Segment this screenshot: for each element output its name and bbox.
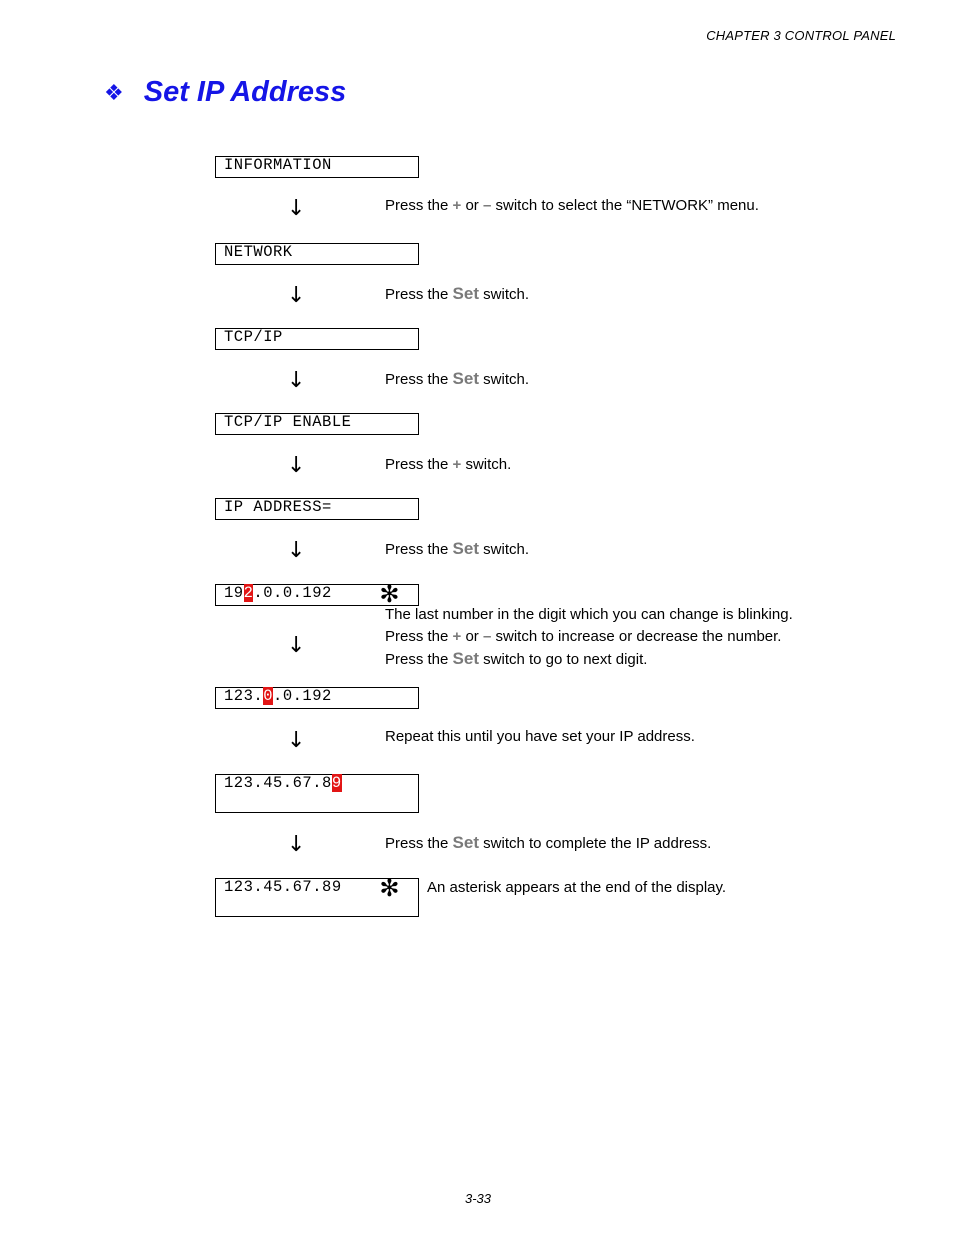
instruction-text: switch. bbox=[461, 456, 512, 473]
instruction-text: Press the bbox=[385, 541, 453, 558]
instruction-text: or bbox=[461, 197, 483, 214]
down-arrow-icon: ↓ bbox=[287, 368, 306, 393]
down-arrow-icon: ↓ bbox=[287, 728, 306, 753]
lcd-display-ip-second-octet bbox=[215, 687, 419, 709]
set-key-label: Set bbox=[452, 833, 479, 852]
down-arrow-icon: ↓ bbox=[287, 633, 306, 658]
plus-key-label: + bbox=[452, 456, 462, 473]
instruction-text: switch to increase or decrease the number. bbox=[491, 628, 782, 645]
instruction-text: Press the bbox=[385, 197, 453, 214]
lcd-display-ip-blinking bbox=[215, 580, 419, 608]
instruction-text: switch to go to next digit. bbox=[479, 651, 648, 668]
instruction-complete-ip bbox=[385, 832, 711, 855]
instruction-repeat: Repeat this until you have set your IP address. bbox=[385, 728, 695, 745]
instruction-edit-digits bbox=[385, 604, 793, 671]
instruction-select-network bbox=[385, 195, 759, 217]
lcd-text: 123. bbox=[224, 687, 264, 705]
lcd-text: .0.192 bbox=[273, 687, 332, 705]
plus-key-label: + bbox=[452, 628, 462, 645]
minus-key-label: – bbox=[482, 197, 492, 214]
set-key-label: Set bbox=[452, 539, 479, 558]
asterisk-icon: ✻ bbox=[379, 874, 400, 902]
lcd-display-tcpip-enable: TCP/IP ENABLE bbox=[215, 413, 419, 435]
plus-key-label: + bbox=[452, 197, 462, 214]
instruction-text: Press the bbox=[385, 286, 453, 303]
lcd-display-ip-last-digit bbox=[215, 774, 419, 813]
instruction-text: Press the bbox=[385, 456, 453, 473]
down-arrow-icon: ↓ bbox=[287, 832, 306, 857]
running-header: CHAPTER 3 CONTROL PANEL bbox=[706, 28, 896, 43]
instruction-text: Press the bbox=[385, 651, 453, 668]
instruction-text: switch. bbox=[479, 371, 530, 388]
page-title bbox=[104, 76, 346, 109]
blinking-digit: 2 bbox=[243, 584, 254, 602]
lcd-display-ip-final bbox=[215, 874, 419, 917]
down-arrow-icon: ↓ bbox=[287, 283, 306, 308]
minus-key-label: – bbox=[482, 628, 492, 645]
set-key-label: Set bbox=[452, 284, 479, 303]
instruction-text: switch to select the “NETWORK” menu. bbox=[491, 197, 759, 214]
set-key-label: Set bbox=[452, 369, 479, 388]
instruction-text: Press the bbox=[385, 628, 453, 645]
instruction-press-set bbox=[385, 368, 529, 391]
lcd-text: .0.0.192 bbox=[253, 584, 332, 602]
lcd-display-tcpip: TCP/IP bbox=[215, 328, 419, 350]
instruction-press-plus bbox=[385, 454, 511, 476]
instruction-line: The last number in the digit which you can change is blinking. bbox=[385, 606, 793, 623]
instruction-text: switch to complete the IP address. bbox=[479, 835, 712, 852]
instruction-line bbox=[385, 648, 793, 671]
instruction-text: Press the bbox=[385, 371, 453, 388]
instruction-text: or bbox=[461, 628, 483, 645]
instruction-text: switch. bbox=[479, 541, 530, 558]
instruction-text: Press the bbox=[385, 835, 453, 852]
instruction-press-set bbox=[385, 538, 529, 561]
lcd-text: 123.45.67.89 bbox=[224, 878, 342, 896]
diamond-bullet-icon: ❖ bbox=[104, 79, 124, 105]
lcd-text: 19 bbox=[224, 584, 244, 602]
instruction-press-set bbox=[385, 283, 529, 306]
set-key-label: Set bbox=[452, 649, 479, 668]
blinking-digit: 9 bbox=[331, 774, 342, 792]
page-title-text: Set IP Address bbox=[143, 76, 347, 108]
page-number: 3-33 bbox=[465, 1191, 492, 1206]
lcd-text: 123.45.67.8 bbox=[224, 774, 332, 792]
lcd-display-information: INFORMATION bbox=[215, 156, 419, 178]
asterisk-icon: ✻ bbox=[379, 580, 400, 608]
down-arrow-icon: ↓ bbox=[287, 196, 306, 221]
instruction-text: switch. bbox=[479, 286, 530, 303]
blinking-digit: 0 bbox=[263, 687, 274, 705]
down-arrow-icon: ↓ bbox=[287, 538, 306, 563]
lcd-display-ip-address: IP ADDRESS= bbox=[215, 498, 419, 520]
instruction-asterisk: An asterisk appears at the end of the display. bbox=[427, 879, 727, 896]
down-arrow-icon: ↓ bbox=[287, 453, 306, 478]
lcd-display-network: NETWORK bbox=[215, 243, 419, 265]
instruction-line bbox=[385, 626, 793, 648]
